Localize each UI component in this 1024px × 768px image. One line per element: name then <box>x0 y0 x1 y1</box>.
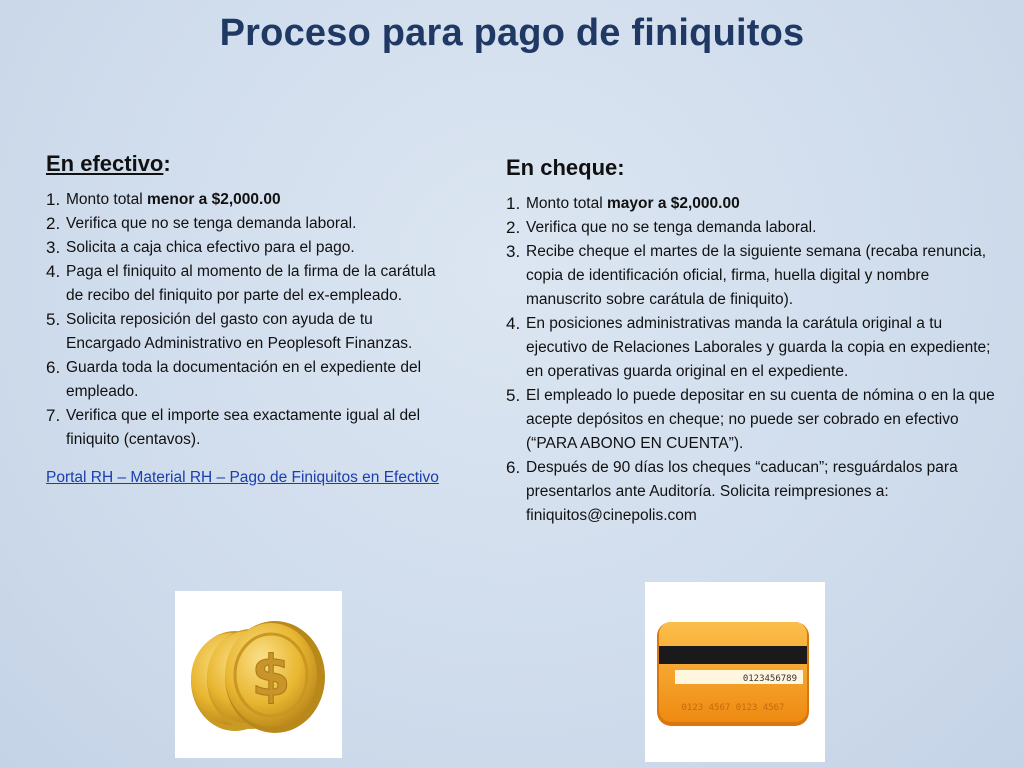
cash-step <box>46 308 446 356</box>
cash-step <box>46 236 446 260</box>
step-text: Después de 90 días los cheques “caducan”; resguárdalos para presentarlos ante Auditoría. Solicita reimpresiones a: finiquitos@cinepolis.com <box>526 459 958 524</box>
svg-text:$: $ <box>251 644 291 709</box>
check-step <box>506 456 1006 528</box>
step-text: Paga el finiquito al momento de la firma de la carátula de recibo del finiquito por parte del ex-empleado. <box>66 263 436 304</box>
cash-step <box>46 188 446 212</box>
step-number: 1. <box>506 194 521 213</box>
step-number: 7. <box>46 406 61 425</box>
step-text: Recibe cheque el martes de la siguiente semana (recaba renuncia, copia de identificación oficial, firma, huella digital y nombre manuscrito sobre carátula de finiquito). <box>526 243 987 308</box>
step-number: 3. <box>506 242 521 261</box>
cash-column <box>46 152 446 490</box>
step-number: 3. <box>46 238 61 257</box>
cash-heading-text: En efectivo <box>46 151 164 176</box>
step-text: El empleado lo puede depositar en su cuenta de nómina o en la que acepte depósitos en cheque; no puede ser cobrado en efectivo (“PARA ABONO EN CUENTA”). <box>526 387 995 452</box>
step-text: En posiciones administrativas manda la carátula original a tu ejecutivo de Relaciones Laborales y guarda la copia en expediente; en operativas guarda original en el expediente. <box>526 315 991 380</box>
check-step <box>506 240 1006 312</box>
cash-step <box>46 212 446 236</box>
step-bold-text: menor a $2,000.00 <box>147 191 281 208</box>
cash-step <box>46 404 446 452</box>
check-step <box>506 384 1006 456</box>
step-text: Solicita reposición del gasto con ayuda de tu Encargado Administrativo en Peoplesoft Finanzas. <box>66 311 413 352</box>
check-step <box>506 312 1006 384</box>
step-text: Solicita a caja chica efectivo para el pago. <box>66 239 355 256</box>
step-number: 1. <box>46 190 61 209</box>
portal-rh-link[interactable]: Portal RH – Material RH – Pago de Finiquitos en Efectivo <box>46 469 439 486</box>
coins-icon <box>175 591 342 758</box>
card-image <box>645 582 825 762</box>
card-number-bottom: 0123 4567 0123 4567 <box>681 703 785 713</box>
page-title: Proceso para pago de finiquitos <box>219 12 805 54</box>
step-number: 4. <box>46 262 61 281</box>
step-bold-text: mayor a $2,000.00 <box>607 195 740 212</box>
cash-heading-colon: : <box>163 151 171 176</box>
step-number: 4. <box>506 314 521 333</box>
step-number: 6. <box>46 358 61 377</box>
cash-heading <box>46 152 446 176</box>
step-number: 2. <box>46 214 61 233</box>
step-number: 5. <box>506 386 521 405</box>
step-number: 2. <box>506 218 521 237</box>
credit-card-icon <box>645 582 825 762</box>
step-text: Monto total <box>526 195 607 212</box>
step-number: 5. <box>46 310 61 329</box>
check-steps-list <box>506 192 1006 528</box>
cash-step <box>46 356 446 404</box>
check-heading: En cheque: <box>506 155 625 180</box>
step-text: Guarda toda la documentación en el expediente del empleado. <box>66 359 422 400</box>
step-text: Monto total <box>66 191 147 208</box>
card-number-top: 0123456789 <box>742 674 797 684</box>
step-text: Verifica que el importe sea exactamente igual al del finiquito (centavos). <box>66 407 421 448</box>
check-step <box>506 192 1006 216</box>
cash-steps-list <box>46 188 446 452</box>
step-text: Verifica que no se tenga demanda laboral. <box>526 219 817 236</box>
step-text: Verifica que no se tenga demanda laboral. <box>66 215 357 232</box>
check-column <box>506 156 1006 528</box>
coins-image <box>175 591 342 758</box>
step-number: 6. <box>506 458 521 477</box>
check-step <box>506 216 1006 240</box>
cash-step <box>46 260 446 308</box>
